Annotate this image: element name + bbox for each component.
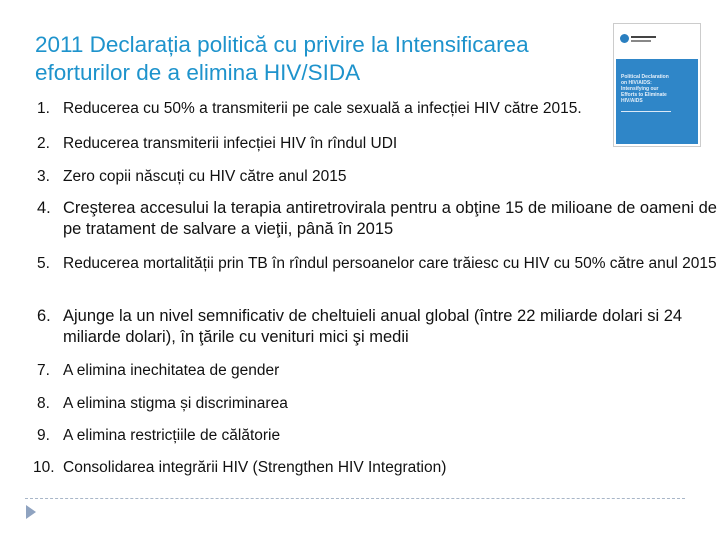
un-logo-icon xyxy=(620,34,629,43)
item-text: Ajunge la un nivel semnificativ de cheltuieli anual global (între 22 miliarde dolari si 24 miliarde dolari), în ţările cu venituri mici şi medii xyxy=(63,307,683,346)
item-number: 2. xyxy=(37,135,50,152)
list-item xyxy=(37,425,717,446)
item-number: 6. xyxy=(37,307,51,325)
item-text: Creşterea accesului la terapia antiretrovirala pentru a obţine 15 de milioane de oameni de pe tratament de salvare a vieţii, până în 2015 xyxy=(63,199,717,238)
item-number: 8. xyxy=(37,395,50,412)
item-number: 1. xyxy=(37,100,50,117)
item-text: A elimina inechitatea de gender xyxy=(63,362,280,379)
document-cover-image xyxy=(613,23,701,147)
item-text: A elimina stigma și discriminarea xyxy=(63,395,288,412)
item-text: A elimina restricțiile de călătorie xyxy=(63,427,281,444)
list-item xyxy=(37,166,717,187)
footer-divider xyxy=(25,498,685,499)
item-text: Reducerea cu 50% a transmiterii pe cale sexuală a infecției HIV către 2015. xyxy=(63,100,582,117)
list-item xyxy=(37,133,717,154)
list-item xyxy=(33,457,713,478)
list-item xyxy=(37,306,717,348)
item-number: 3. xyxy=(37,168,50,185)
item-number: 4. xyxy=(37,199,51,217)
item-text: Reducerea mortalității prin TB în rîndul persoanelor care trăiesc cu HIV cu 50% către anul 2015 xyxy=(63,255,717,272)
list-item xyxy=(37,253,717,274)
item-number: 10. xyxy=(33,459,55,476)
item-text: Zero copii născuți cu HIV către anul 2015 xyxy=(63,168,347,185)
list-item xyxy=(37,98,717,119)
list-item xyxy=(37,198,717,240)
item-text: Consolidarea integrării HIV (Strengthen HIV Integration) xyxy=(63,459,447,476)
item-number: 5. xyxy=(37,255,50,272)
slide-title: 2011 Declarația politică cu privire la Intensificarea eforturilor de a elimina HIV/SIDA xyxy=(35,32,529,85)
list-item xyxy=(37,360,717,381)
item-text: Reducerea transmiterii infecției HIV în rîndul UDI xyxy=(63,135,398,152)
item-number: 9. xyxy=(37,427,50,444)
cover-title: Political Declaration on HIV/AIDS: Intensifying our Efforts to Eliminate HIV/AIDS xyxy=(621,74,669,104)
item-number: 7. xyxy=(37,362,50,379)
list-item xyxy=(37,393,717,414)
bullet-triangle-icon xyxy=(26,505,36,519)
